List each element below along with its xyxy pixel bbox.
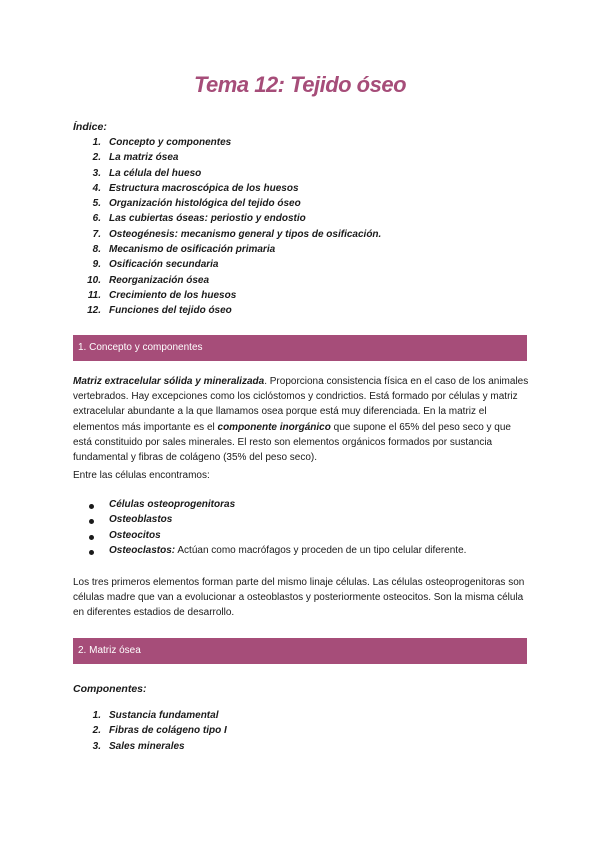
bullet-icon — [89, 535, 94, 540]
components-heading: Componentes: — [73, 683, 147, 695]
paragraph-cells-intro: Entre las células encontramos: — [73, 470, 210, 481]
document-page: Tema 12: Tejido óseo Índice: 1. Concepto y componentes 2. La matriz ósea 3. La célula del hueso 4. Estructura macroscópica de los huesos 5. Organización histológica del tejido óseo 6. Las cubiertas óseas: periostio y endostio 7. Osteogénesis: mecanismo general y tipos de osificación. 8. Mecanismo de osificación primaria 9. Osificación secundaria 10. Reorganización ósea 11. Crecimiento de los huesos 12. Funciones del tejido óseo 1. Concepto y componentes Matriz extracelular sólida y mineralizada. Proporciona consistencia física en el caso de los animales vertebrados. Hay excepciones como los ciclóstomos y condrictios. Está formado por células y matriz extracelular abundante a la que llamamos osea porque está muy diferenciada. En la matriz el elementos más importante es el componente inorgánico que supone el 65% del peso seco y que está constituido por sales minerales. El resto son elementos orgánicos formados por sustancia fundamental y fibras de colágeno (35% del peso seco). Entre las células encontramos: Células osteoprogenitoras Osteoblastos Osteocitos Osteoclastos: Actúan como macrófagos y proceden de un tipo celular diferente. Los tres primeros elementos forman parte del mismo linaje células. Las células osteoprogenitoras son células madre que van a evolucionar a osteoblastos y posteriormente osteocitos. Son la misma célula en diferentes estadios de desarrollo. 2. Matriz ósea Componentes: 1. Sustancia fundamental 2. Fibras de colágeno tipo I 3. Sales minerales — [0, 0, 600, 848]
paragraph-lineage: Los tres primeros elementos forman parte del mismo linaje células. Las células osteoprogenitoras son células madre que van a evolucionar a osteoblastos y posteriormente osteocitos. Son la misma célula en diferentes estadios de desarrollo. — [73, 577, 525, 619]
bullet-icon — [89, 519, 94, 524]
section-header-matriz: 2. Matriz ósea — [73, 638, 527, 664]
bullet-icon — [89, 550, 94, 555]
paragraph-matriz: Matriz extracelular sólida y mineralizada. Proporciona consistencia física en el caso de los animales vertebrados. Hay excepciones como los ciclóstomos y condrictios. Está formado por células y matriz extracelular abundante a la que llamamos osea porque está muy diferenciada. En la matriz el elementos más importante es el componente inorgánico que supone el 65% del peso seco y que está constituido por sales minerales. El resto son elementos orgánicos formados por sustancia fundamental y fibras de colágeno (35% del peso seco). — [73, 376, 529, 464]
bullet-icon — [89, 504, 94, 509]
index-heading: Índice: — [73, 121, 107, 133]
section-header-concepto: 1. Concepto y componentes — [73, 335, 527, 361]
page-title: Tema 12: Tejido óseo — [193, 72, 407, 97]
